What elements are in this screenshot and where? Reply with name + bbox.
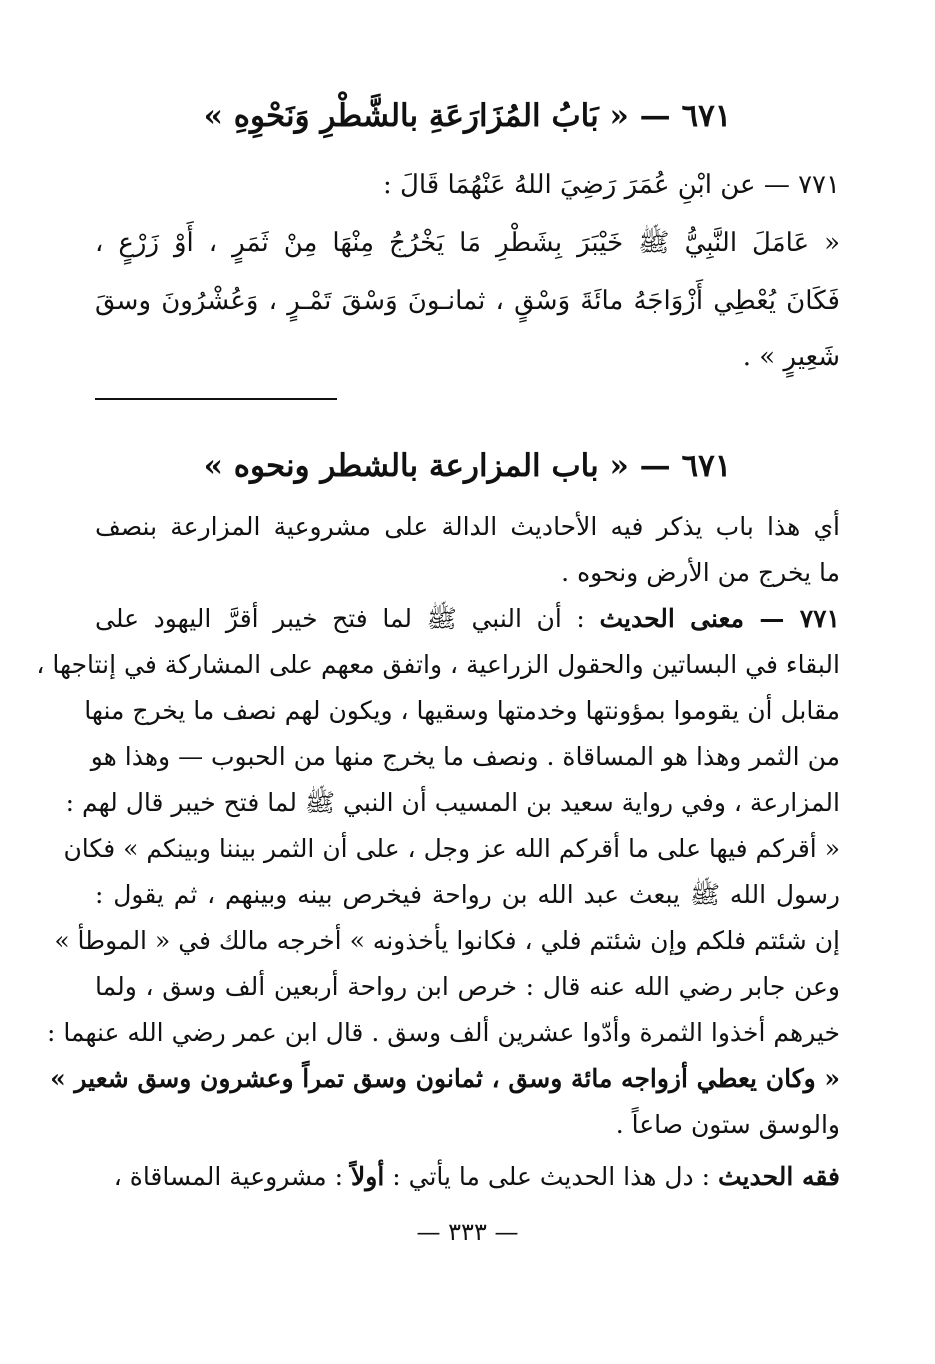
page-number: — ٣٣٣ — bbox=[416, 1218, 519, 1246]
commentary-line-9: رسول الله ﷺ يبعث عبد الله بن رواحة فيخرص بينه وبينهم ، ثم يقول : bbox=[95, 880, 840, 909]
hadith-chapter-heading: ٦٧١ — « بَابُ المُزَارَعَةِ بالشَّطْرِ وَنَحْوِهِ » bbox=[203, 98, 732, 134]
commentary-line-6: من الثمر وهذا هو المساقاة . ونصف ما يخرج منها من الحبوب — وهذا هو bbox=[90, 742, 840, 771]
commentary-chapter-heading: ٦٧١ — « باب المزارعة بالشطر ونحوه » bbox=[203, 448, 732, 484]
commentary-line-1: أي هذا باب يذكر فيه الأحاديث الدالة على مشروعية المزارعة بنصف bbox=[95, 512, 840, 541]
commentary-line-5: مقابل أن يقوموا بمؤونتها وخدمتها وسقيها ، ويكون لهم نصف ما يخرج منها bbox=[84, 696, 840, 725]
commentary-line-7: المزارعة ، وفي رواية سعيد بن المسيب أن النبي ﷺ لما فتح خيبر قال لهم : bbox=[65, 788, 840, 817]
commentary-line-10: إن شئتم فلكم وإن شئتم فلي ، فكانوا يأخذونه » أخرجه مالك في « الموطأ » bbox=[54, 926, 840, 955]
hadith-meaning-label: ٧٧١ — معنى الحديث bbox=[599, 604, 840, 633]
hadith-line-2: « عَامَلَ النَّبِيُّ ﷺ خَيْبَرَ بِشَطْرِ مَا يَخْرُجُ مِنْهَا مِنْ ثَمَرٍ ، أَوْ زَرْعٍ ، bbox=[95, 228, 840, 258]
section-divider bbox=[95, 398, 337, 400]
commentary-line-15: فقه الحديث : دل هذا الحديث على ما يأتي : أولاً : مشروعية المساقاة ، bbox=[113, 1162, 840, 1191]
commentary-line-14: والوسق ستون صاعاً . bbox=[615, 1110, 840, 1139]
bold-quote: « وكان يعطي أزواجه مائة وسق ، ثمانون وسق تمراً وعشرون وسق شعير » bbox=[50, 1064, 840, 1093]
commentary-line-11: وعن جابر رضي الله عنه قال : خرص ابن رواحة أربعين ألف وسق ، ولما bbox=[95, 972, 840, 1001]
commentary-line-8: « أقركم فيها على ما أقركم الله عز وجل ، على أن الثمر بيننا وبينكم » فكان bbox=[63, 834, 840, 863]
first-point-label: أولاً bbox=[351, 1162, 385, 1191]
hadith-line-1: ٧٧١ — عن ابْنِ عُمَرَ رَضِيَ اللهُ عَنْهُمَا قَالَ : bbox=[382, 170, 840, 200]
commentary-line-3: ٧٧١ — معنى الحديث : أن النبي ﷺ لما فتح خيبر أقرَّ اليهود على bbox=[95, 604, 840, 633]
hadith-line-3: فَكَانَ يُعْطِي أَزْوَاجَهُ مائَةَ وَسْقٍ ، ثمانـونَ وَسْقَ تَمْـرٍ ، وَعُشْرُونَ وسقَ bbox=[95, 286, 840, 316]
fiqh-label: فقه الحديث bbox=[717, 1162, 840, 1191]
hadith-line-4: شَعِيرٍ » . bbox=[742, 342, 840, 372]
commentary-line-12: خيرهم أخذوا الثمرة وأدّوا عشرين ألف وسق . قال ابن عمر رضي الله عنهما : bbox=[47, 1018, 840, 1047]
commentary-line-2: ما يخرج من الأرض ونحوه . bbox=[561, 558, 840, 587]
commentary-line-4: البقاء في البساتين والحقول الزراعية ، واتفق معهم على المشاركة في إنتاجها ، bbox=[36, 650, 840, 679]
commentary-line-13 bbox=[50, 1064, 840, 1094]
